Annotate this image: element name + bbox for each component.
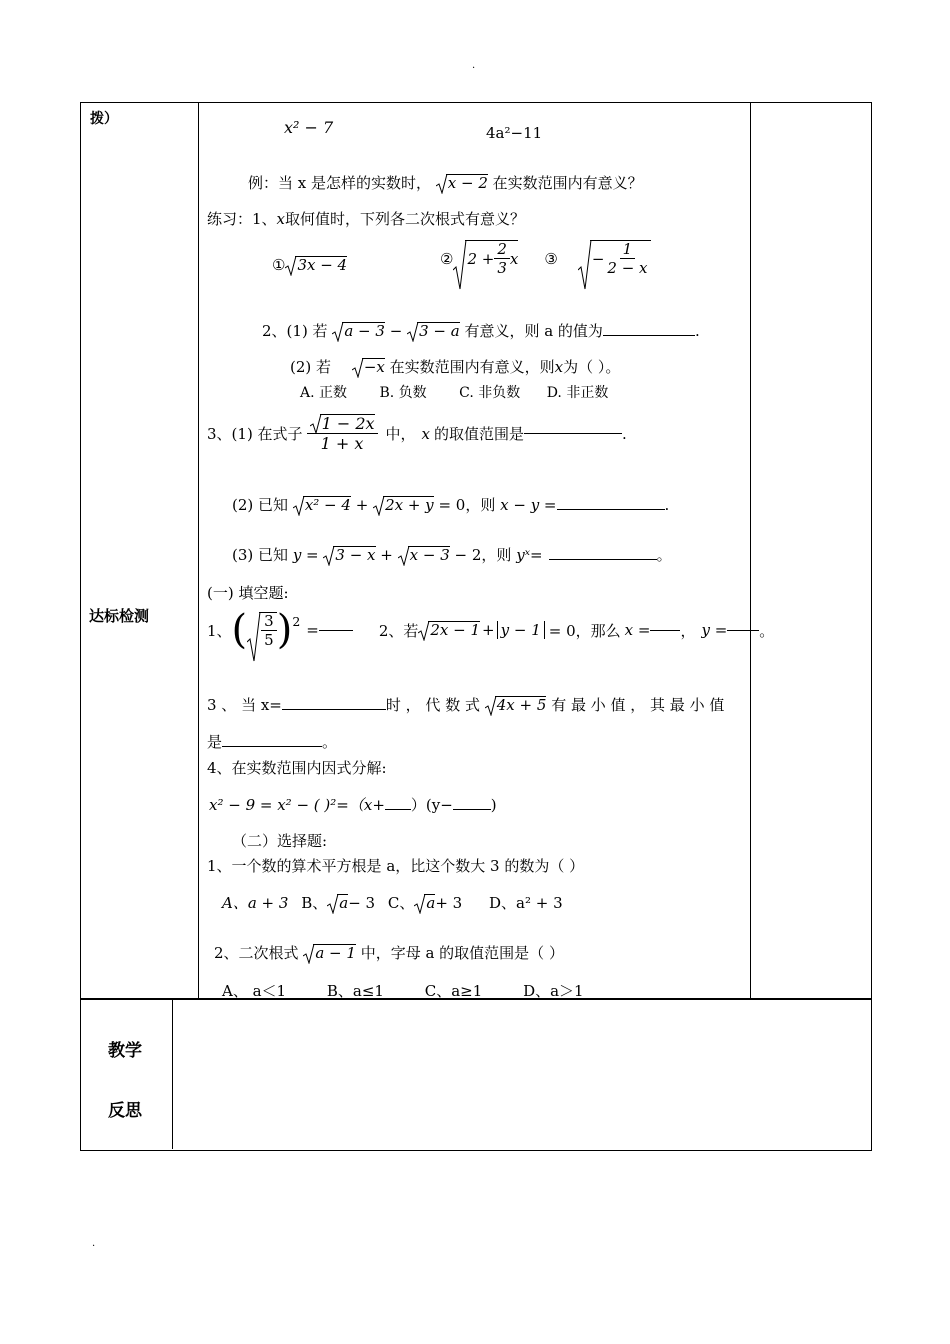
option-a[interactable]: A. 正数 bbox=[300, 385, 348, 401]
answer-blank[interactable] bbox=[385, 809, 411, 810]
option-a[interactable]: A、a + 3 bbox=[222, 894, 289, 912]
table-lower bbox=[80, 998, 872, 1151]
fill-q4-title: 4、在实数范围内因式分解: bbox=[207, 759, 387, 777]
option-b[interactable]: B、a≤1 bbox=[326, 982, 384, 1000]
option-c[interactable]: C. 非负数 bbox=[459, 385, 521, 401]
sqrt-2x-y: 2x + y bbox=[373, 496, 434, 514]
example-post: 在实数范围内有意义？ bbox=[492, 174, 643, 192]
abs-y-1: y − 1 bbox=[497, 621, 545, 639]
sqrt-x2-4: x² − 4 bbox=[293, 496, 351, 514]
option-d[interactable]: D. 非正数 bbox=[546, 385, 609, 401]
sqrt-2x-1: 2x − 1 bbox=[418, 621, 480, 639]
q3-part3: (3) 已知 y = 3 − x + x − 3 − 2，则 yˣ= 。 bbox=[232, 546, 672, 564]
sqrt-4x-5: 4x + 5 bbox=[485, 696, 547, 714]
q2-part2: (2) 若 −x 在实数范围内有意义，则x为（ ）。 bbox=[290, 358, 621, 376]
example-line bbox=[248, 172, 643, 193]
answer-blank[interactable] bbox=[524, 433, 622, 434]
paren-sqrt-frac: ( bbox=[231, 607, 248, 653]
option-c[interactable]: C、a≥1 bbox=[424, 982, 483, 1000]
option-b[interactable]: B、 a− 3 bbox=[301, 894, 376, 912]
fill-q1-q2: 1、 ( $\frac{3}{5}$ ) $^2$ = 2、若 2x − 1 + y − 1 = 0，那么 x = ， y = 。 bbox=[207, 610, 774, 650]
answer-blank[interactable] bbox=[453, 809, 491, 810]
sqrt-3-5: $\frac{3}{5}$ bbox=[247, 612, 277, 649]
frac-sqrt: $\frac{1 - 2x}{1 + x}$ bbox=[307, 414, 378, 453]
fill-q3: 3 、 当 x= 时 ， 代 数 式 4x + 5 有 最 小 值 ， 其 最 小 值 bbox=[207, 696, 725, 714]
sqrt-3x-4: 3x − 4 bbox=[285, 256, 347, 274]
col-divider-right bbox=[750, 102, 751, 998]
option-c[interactable]: C、 a+ 3 bbox=[387, 894, 463, 912]
sqrt-x-2: x − 2 bbox=[436, 174, 488, 192]
fill-q4-expr: x² − 9 = x² − ( )²=（x+ ）(y− ) bbox=[209, 796, 497, 814]
sqrt-3-x: 3 − x bbox=[323, 546, 375, 564]
q2-part1: 2、(1) 若 a − 3 − 3 − a 有意义，则 a 的值为 . bbox=[262, 322, 700, 340]
practice-line: 练习：1、x取何值时，下列各二次根式有意义？ bbox=[207, 210, 526, 228]
answer-blank[interactable] bbox=[603, 335, 695, 336]
left-mid-label: 达标检测 bbox=[89, 607, 150, 625]
choice-q2-options bbox=[222, 980, 584, 1001]
answer-blank[interactable] bbox=[319, 630, 353, 631]
choice-q2: 2、二次根式 a − 1 中，字母 a 的取值范围是（ ） bbox=[214, 944, 564, 962]
sqrt-3-a: 3 − a bbox=[407, 322, 460, 340]
choice-q1-options bbox=[222, 892, 563, 913]
header-dot: . bbox=[472, 60, 476, 71]
option-d[interactable]: D、a² + 3 bbox=[488, 894, 563, 912]
sqrt-a-3: a − 3 bbox=[332, 322, 385, 340]
sqrt-a-1: a − 1 bbox=[303, 944, 356, 962]
answer-blank[interactable] bbox=[557, 509, 665, 510]
reflect-label-a: 教学 bbox=[108, 1041, 142, 1061]
expr-x2-7: x² − 7 bbox=[284, 118, 334, 137]
choice-title: （二）选择题: bbox=[232, 832, 328, 850]
q3-part1: 3、(1) 在式子 $\frac{1 - 2x}{1 + x}$ 中， x 的取值范围是 . bbox=[207, 414, 627, 453]
footer-dot: . bbox=[92, 1238, 96, 1249]
fill-title: (一) 填空题: bbox=[207, 584, 289, 602]
q3-part2: (2) 已知 x² − 4 + 2x + y = 0，则 x − y = . bbox=[232, 496, 670, 514]
answer-blank[interactable] bbox=[549, 559, 657, 560]
practice-item-2: ② 2 + $\frac{2}{3}$ x ③ − $\frac{1}{2 - x}$ bbox=[440, 240, 651, 277]
sqrt-2-plus-frac: 2 + $\frac{2}{3}$ x bbox=[453, 240, 518, 277]
col-divider-reflect bbox=[172, 998, 173, 1149]
answer-blank[interactable] bbox=[650, 630, 680, 631]
left-top-label: 拨） bbox=[90, 111, 118, 127]
option-d[interactable]: D、a＞1 bbox=[523, 982, 584, 1000]
q2-options bbox=[300, 382, 608, 402]
option-b[interactable]: B. 负数 bbox=[379, 385, 427, 401]
answer-blank[interactable] bbox=[727, 630, 759, 631]
option-a[interactable]: A、 a＜1 bbox=[222, 982, 287, 1000]
reflect-label-b: 反思 bbox=[108, 1101, 142, 1121]
sqrt-neg-x: −x bbox=[352, 358, 385, 376]
example-pre: 例：当 x 是怎样的实数时， bbox=[248, 174, 431, 192]
sqrt-neg-frac: − $\frac{1}{2 - x}$ bbox=[578, 240, 651, 277]
sqrt-x-3: x − 3 bbox=[398, 546, 450, 564]
fill-q3-line2: 是 。 bbox=[207, 733, 338, 751]
practice-item-1: ① 3x − 4 bbox=[272, 256, 348, 274]
expr-4a2-11: 4a²−11 bbox=[486, 124, 543, 142]
answer-blank[interactable] bbox=[222, 746, 322, 747]
col-divider-left bbox=[198, 102, 199, 998]
answer-blank[interactable] bbox=[282, 709, 386, 710]
choice-q1: 1、一个数的算术平方根是 a，比这个数大 3 的数为（ ） bbox=[207, 857, 585, 875]
